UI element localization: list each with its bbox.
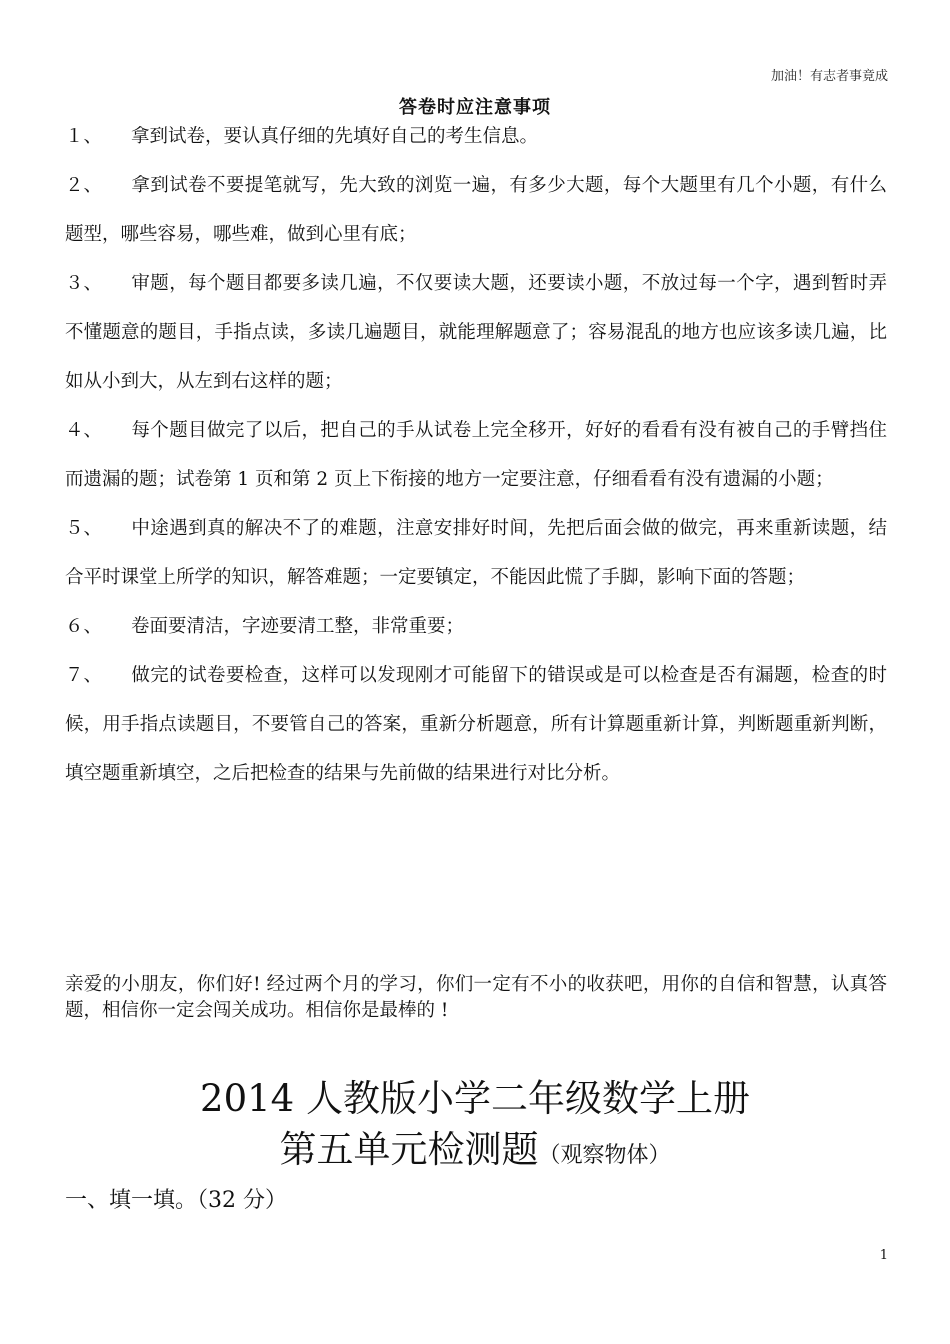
exam-subtitle-line — [0, 1123, 950, 1183]
notice-number: ３、 — [65, 273, 103, 294]
notice-number: ７、 — [65, 665, 103, 686]
notice-item-4 — [65, 406, 887, 504]
notice-text: 做完的试卷要检查，这样可以发现刚才可能留下的错误或是可以检查是否有漏题，检查的时候，用手指点读题目，不要管自己的答案，重新分析题意，所有计算题重新计算，判断题重新判断，填空题重新填空，之后把检查的结果与先前做的结果进行对比分析。 — [65, 665, 887, 784]
exam-title: 2014 人教版小学二年级数学上册 — [200, 1077, 750, 1120]
notice-text: 每个题目做完了以后，把自己的手从试卷上完全移开，好好的看看有没有被自己的手臂挡住而遗漏的题；试卷第 1 页和第 2 页上下衔接的地方一定要注意，仔细看看有没有遗漏的小题； — [65, 420, 887, 490]
notice-text: 拿到试卷，要认真仔细的先填好自己的考生信息。 — [131, 126, 539, 147]
notice-item-2 — [65, 161, 887, 259]
notice-title: 答卷时应注意事项 — [399, 97, 551, 118]
notice-item-7 — [65, 651, 887, 798]
exam-subtitle: 第五单元检测题 — [279, 1128, 539, 1171]
exam-subtitle-note: （观察物体） — [538, 1143, 671, 1168]
notice-list — [65, 112, 887, 798]
notice-text: 卷面要清洁，字迹要清工整，非常重要； — [131, 616, 465, 637]
notice-number: ５、 — [65, 518, 103, 539]
notice-number: ６、 — [65, 616, 103, 637]
notice-number: ４、 — [65, 420, 103, 441]
notice-number: １、 — [65, 126, 103, 147]
notice-text: 拿到试卷不要提笔就写，先大致的浏览一遍，有多少大题，每个大题里有几个小题，有什么题型，哪些容易，哪些难，做到心里有底； — [65, 175, 887, 245]
header-motto: 加油！有志者事竟成 — [770, 69, 888, 84]
notice-number: ２、 — [65, 175, 103, 196]
page-number: 1 — [879, 1248, 888, 1263]
notice-item-1 — [65, 112, 887, 161]
notice-item-3 — [65, 259, 887, 406]
notice-text: 中途遇到真的解决不了的难题，注意安排好时间，先把后面会做的做完，再来重新读题，结合平时课堂上所学的知识，解答难题；一定要镇定，不能因此慌了手脚，影响下面的答题； — [65, 518, 887, 588]
encouragement-paragraph: 亲爱的小朋友，你们好! 经过两个月的学习，你们一定有不小的收获吧，用你的自信和智慧，认真答题，相信你一定会闯关成功。相信你是最棒的 ! — [65, 974, 887, 1021]
notice-text: 审题，每个题目都要多读几遍，不仅要读大题，还要读小题，不放过每一个字，遇到暂时弄不懂题意的题目，手指点读，多读几遍题目，就能理解题意了；容易混乱的地方也应该多读几遍，比如从小到大，从左到右这样的题； — [65, 273, 887, 392]
notice-item-5 — [65, 504, 887, 602]
section-heading: 一、填一填。（32 分） — [65, 1188, 287, 1213]
notice-item-6 — [65, 602, 887, 651]
